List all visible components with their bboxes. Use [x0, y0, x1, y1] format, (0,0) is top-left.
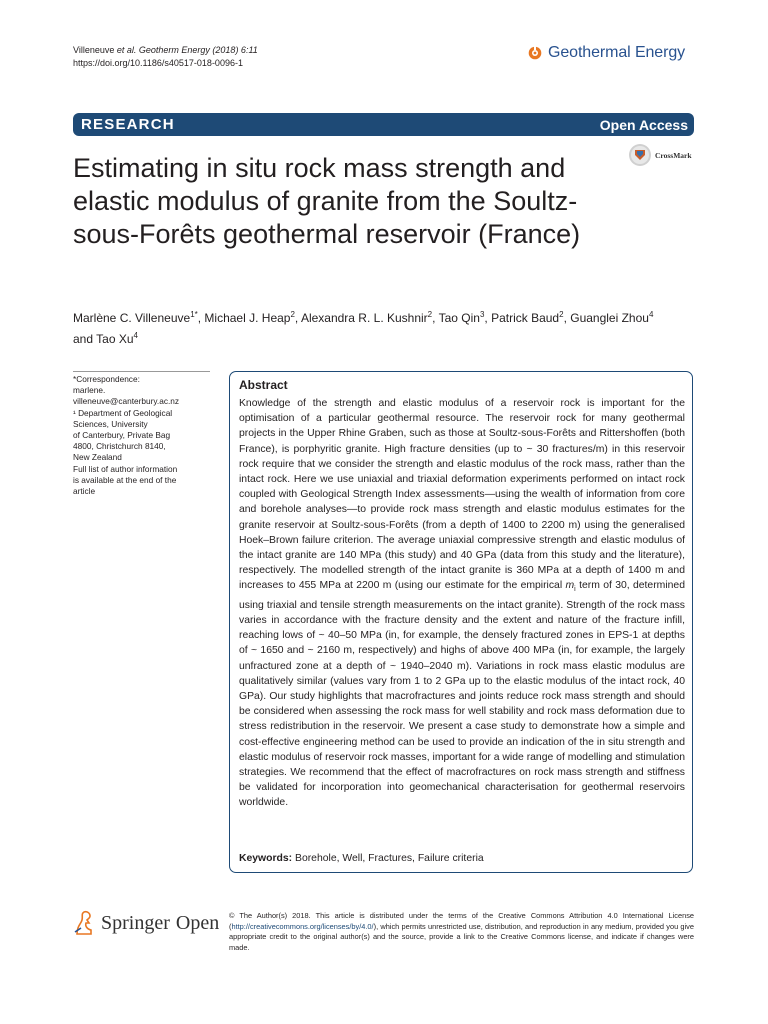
- author[interactable]: Patrick Baud$^2$: [491, 310, 564, 325]
- correspondence-email[interactable]: villeneuve@canterbury.ac.nz: [73, 396, 180, 407]
- publisher-name: Springer: [101, 911, 170, 934]
- journal-brand[interactable]: [528, 44, 685, 62]
- correspondence-email[interactable]: marlene.: [73, 385, 106, 396]
- crossmark-badge[interactable]: [628, 143, 692, 167]
- correspondence-line: *Correspondence:: [73, 374, 140, 384]
- author-list: Marlène C. Villeneuve$^{1*}$, Michael J. Heap$^2$, Alexandra R. L. Kushnir$^2$, Tao Qin$^3$, Patrick Baud$^2$, Guanglei Zhou$^4$ and Tao Xu$^4$: [73, 310, 654, 346]
- license-text: © The Author(s) 2018. This article is distributed under the terms of the Creative Commons Attribution 4.0 International License (http://creativecommons.org/licenses/by/4.0/), which permits unrestricted use, distribution, and reproduction in any medium, provided you give appropriate credit to the original author(s) and the source, provide a link to the Creative Commons license, and indicate if changes were made.: [229, 911, 694, 952]
- section-banner: [73, 113, 694, 136]
- abstract-heading: Abstract: [239, 378, 288, 392]
- author-affiliation: 4: [648, 310, 654, 319]
- keywords: [239, 853, 484, 864]
- author[interactable]: Tao Qin$^3$: [438, 310, 485, 325]
- author[interactable]: Marlène C. Villeneuve$^{1*}$: [73, 310, 198, 325]
- author-affiliation: 2: [290, 310, 295, 319]
- correspondence-line: Full list of author information: [73, 463, 178, 474]
- correspondence-info: [73, 374, 210, 497]
- author[interactable]: Guanglei Zhou$^4$: [570, 310, 654, 325]
- correspondence-line: ¹ Department of Geological: [73, 407, 173, 418]
- geothermal-energy-logo-icon: [528, 46, 542, 60]
- abstract-text: Knowledge of the strength and elastic modulus of a reservoir rock is important for the optimisation of a particular geothermal resource. The reservoir rock for many geothermal projects in the Upper Rhine Graben, such as those at Soultz-sous-Forêts and Rittershoffen (both France), is porphyritic granite. High fracture densities (up to ~ 30 fractures/m) in this reservoir rock require that we consider the strength and elastic modulus of the rock mass, rather than the intact rock. Here we use uniaxial and triaxial deformation experiments performed on intact rock coupled with Geological Strength Index assessments—using the wealth of information from core and borehole analyses—to provide rock mass strength and elastic modulus estimates for the granite reservoir at Soultz-sous-Forêts (from a depth of 1400 to 2200 m) using the generalised Hoek–Brown failure criterion. The average uniaxial compressive strength and elastic modulus of the intact granite are 140 MPa (this study) and 40 GPa (data from this study and the literature), respectively. The modelled strength of the intact granite is 360 MPa at a depth of 1400 m and increases to 455 MPa at 2200 m (using our estimate for the empirical $m_i$ term of 30, determined using triaxial and tensile strength measurements on the intact granite). Strength of the rock mass varies in accordance with the fracture density and the extent and nature of the fracture infill, reaching lows of ~ 40–50 MPa (in, for example, the densely fractured zones in EPS-1 at depths of ~ 1650 and ~ 2160 m, respectively) and highs of above 400 MPa (in, for example, the largely unfractured zone at a depth of ~ 1940–2040 m). Variations in rock mass elastic modulus are qualitatively similar (values vary from 1 to 2 GPa up to the elastic modulus of the intact rock, 40 GPa). Our study highlights that macrofractures and joints reduce rock mass strength and should be considered when assessing the rock mass for well stability and rock mass deformation due to stress redistribution in the reservoir. We present a case study to demonstrate how a simple and cost-effective engineering method can be used to provide an indication of the in situ strength and elastic modulus of reservoir rock masses, important for a wide range of modelling and stimulation strategies. We recommend that the effect of macrofractures on rock mass strength and stiffness be validated for incorporation into geomechanical characterisation for geothermal reservoirs worldwide.: [239, 398, 685, 809]
- open-access-label: Open Access: [599, 116, 688, 133]
- section-label: RESEARCH: [81, 116, 175, 133]
- author-affiliation: 4: [133, 331, 138, 340]
- math-symbol-m: m: [565, 580, 575, 592]
- author-affiliation: 2: [427, 310, 433, 319]
- citation-journal: et al. Geotherm Energy (2018) 6:11: [116, 45, 258, 55]
- author[interactable]: Tao Xu$^4$: [96, 331, 138, 346]
- citation-author: Villeneuve: [73, 45, 117, 55]
- correspondence-divider: [73, 371, 210, 372]
- author[interactable]: Michael J. Heap$^2$: [204, 310, 295, 325]
- journal-name: Geothermal Energy: [548, 44, 686, 61]
- correspondence-line: Sciences, University: [73, 418, 148, 429]
- article-title: Estimating in situ rock mass strength and elastic modulus of granite from the Soultz-sous-Forêts geothermal reservoir (France): [73, 153, 581, 249]
- correspondence-line: of Canterbury, Private Bag: [73, 430, 171, 441]
- springer-horse-icon: [73, 910, 95, 936]
- correspondence-line: is available at the end of the: [73, 474, 177, 485]
- author-affiliation: 1*: [190, 310, 198, 319]
- author[interactable]: Alexandra R. L. Kushnir$^2$: [300, 310, 433, 325]
- keywords-label: Keywords:: [239, 853, 293, 864]
- publisher-suffix: Open: [175, 911, 220, 934]
- correspondence-line: 4800, Christchurch 8140,: [73, 441, 166, 452]
- citation-line-1: [73, 44, 258, 57]
- correspondence-line: New Zealand: [73, 452, 122, 463]
- keywords-list: Borehole, Well, Fractures, Failure criteria: [295, 853, 484, 864]
- author-affiliation: 3: [479, 310, 485, 319]
- doi-link[interactable]: https://doi.org/10.1186/s40517-018-0096-1: [73, 58, 243, 68]
- springer-open-logo[interactable]: [73, 910, 219, 936]
- math-subscript-i: i: [574, 586, 576, 594]
- crossmark-icon: [628, 143, 652, 167]
- crossmark-label: CrossMark: [655, 150, 692, 160]
- correspondence-line: article: [73, 486, 96, 497]
- article-citation: [73, 44, 258, 70]
- license-link[interactable]: http://creativecommons.org/licenses/by/4.0/: [231, 921, 374, 931]
- author-affiliation: 2: [559, 310, 564, 319]
